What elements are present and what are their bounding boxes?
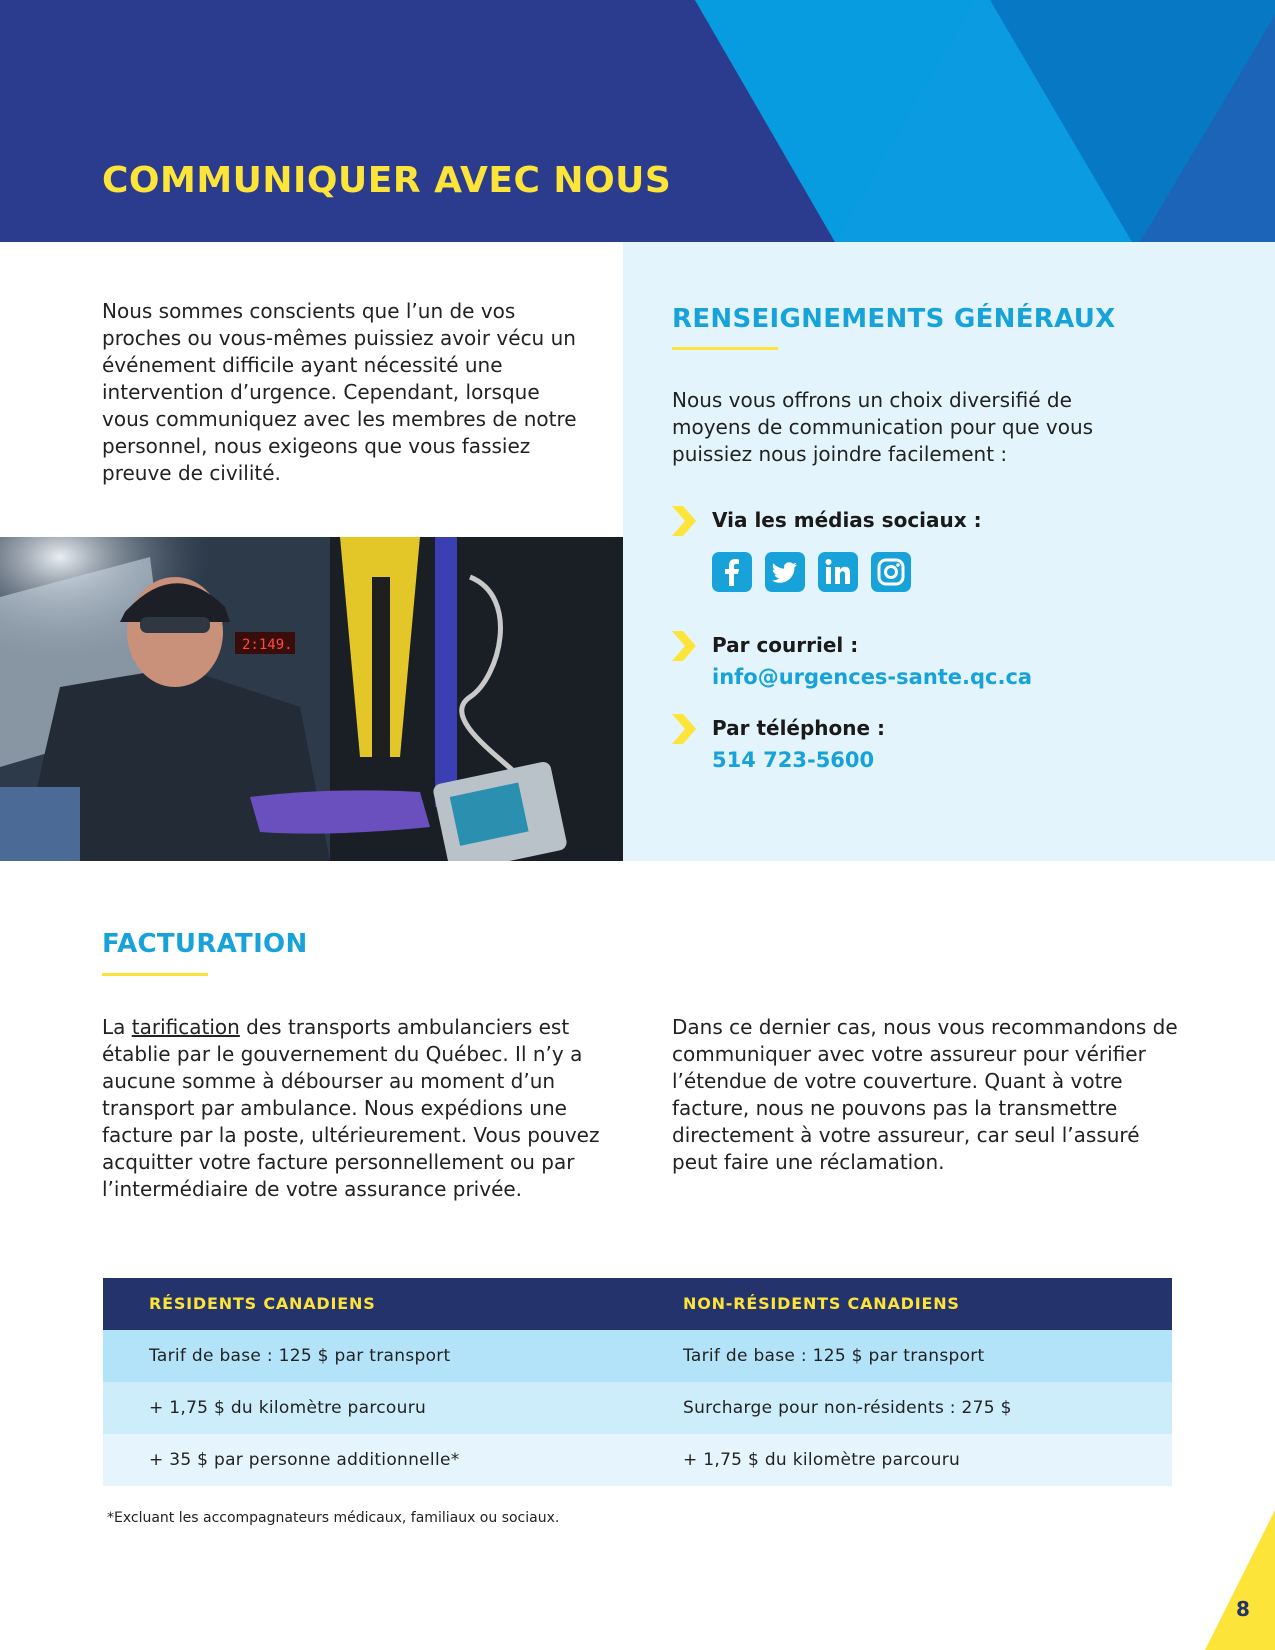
corner-decoration <box>1205 1510 1275 1650</box>
chevron-right-icon <box>672 631 696 661</box>
intro-paragraph: Nous sommes conscients que l’un de vos proches ou vous-mêmes puissiez avoir vécu un événement difficile ayant nécessité une intervention d’urgence. Cependant, lorsque vous communiquez avec les membres de notre personnel, nous exigeons que vous fassiez preuve de civilité. <box>102 299 577 485</box>
billing-text-rest: des transports ambulanciers est établie par le gouvernement du Québec. Il n’y a aucune somme à débourser au moment d’un transport par ambulance. Nous expédions une facture par la poste, ultérieurement. Vous pouvez acquitter votre facture personnellement ou par l’intermédiaire de votre assurance privée. <box>102 1015 600 1201</box>
heading-underline <box>102 973 208 976</box>
paramedic-photo <box>0 537 623 861</box>
header-banner <box>0 0 1275 242</box>
page-title: COMMUNIQUER AVEC NOUS <box>102 160 672 201</box>
footnote: *Excluant les accompagnateurs médicaux, familiaux ou sociaux. <box>107 1510 560 1526</box>
info-heading: RENSEIGNEMENTS GÉNÉRAUX <box>672 304 1116 334</box>
info-paragraph: Nous vous offrons un choix diversifié de moyens de communication pour que vous puissiez nous joindre facilement : <box>672 388 1094 466</box>
linkedin-icon[interactable] <box>818 552 858 592</box>
social-label: Via les médias sociaux : <box>712 508 982 532</box>
table-header-non-residents: NON-RÉSIDENTS CANADIENS <box>683 1294 960 1313</box>
table-cell: Tarif de base : 125 $ par transport <box>149 1346 451 1366</box>
table-cell: Surcharge pour non-résidents : 275 $ <box>683 1398 1012 1418</box>
table-header-row <box>103 1278 1172 1330</box>
table-row <box>103 1330 1172 1382</box>
table-header-residents: RÉSIDENTS CANADIENS <box>149 1294 376 1313</box>
email-link[interactable]: info@urgences-sante.qc.ca <box>712 665 1033 689</box>
table-cell: Tarif de base : 125 $ par transport <box>683 1346 985 1366</box>
page-number: 8 <box>1236 1597 1250 1621</box>
heading-underline <box>672 347 778 350</box>
chevron-right-icon <box>672 714 696 744</box>
table-row <box>103 1382 1172 1434</box>
billing-heading: FACTURATION <box>102 929 308 959</box>
svg-text:2:149.: 2:149. <box>242 637 293 653</box>
billing-paragraph-right: Dans ce dernier cas, nous vous recommandons de communiquer avec votre assureur pour vérifier l’étendue de votre couverture. Quant à votre facture, nous ne pouvons pas la transmettre directement à votre assureur, car seul l’assuré peut faire une réclamation. <box>672 1015 1178 1174</box>
tarification-link[interactable]: tarification <box>131 1015 240 1039</box>
table-cell: + 35 $ par personne additionnelle* <box>149 1450 460 1470</box>
billing-paragraph-left <box>102 1014 612 1203</box>
billing-text-prefix: La <box>102 1015 132 1039</box>
header-decoration <box>0 0 1275 242</box>
instagram-icon[interactable] <box>871 552 911 592</box>
table-cell: + 1,75 $ du kilomètre parcouru <box>149 1398 427 1418</box>
rates-table <box>103 1278 1172 1486</box>
email-label: Par courriel : <box>712 633 859 657</box>
table-row <box>103 1434 1172 1486</box>
twitter-icon[interactable] <box>765 552 805 592</box>
table-cell: + 1,75 $ du kilomètre parcouru <box>683 1450 961 1470</box>
chevron-right-icon <box>672 506 696 536</box>
phone-link[interactable]: 514 723-5600 <box>712 748 875 772</box>
facebook-icon[interactable] <box>712 552 752 592</box>
phone-label: Par téléphone : <box>712 716 886 740</box>
